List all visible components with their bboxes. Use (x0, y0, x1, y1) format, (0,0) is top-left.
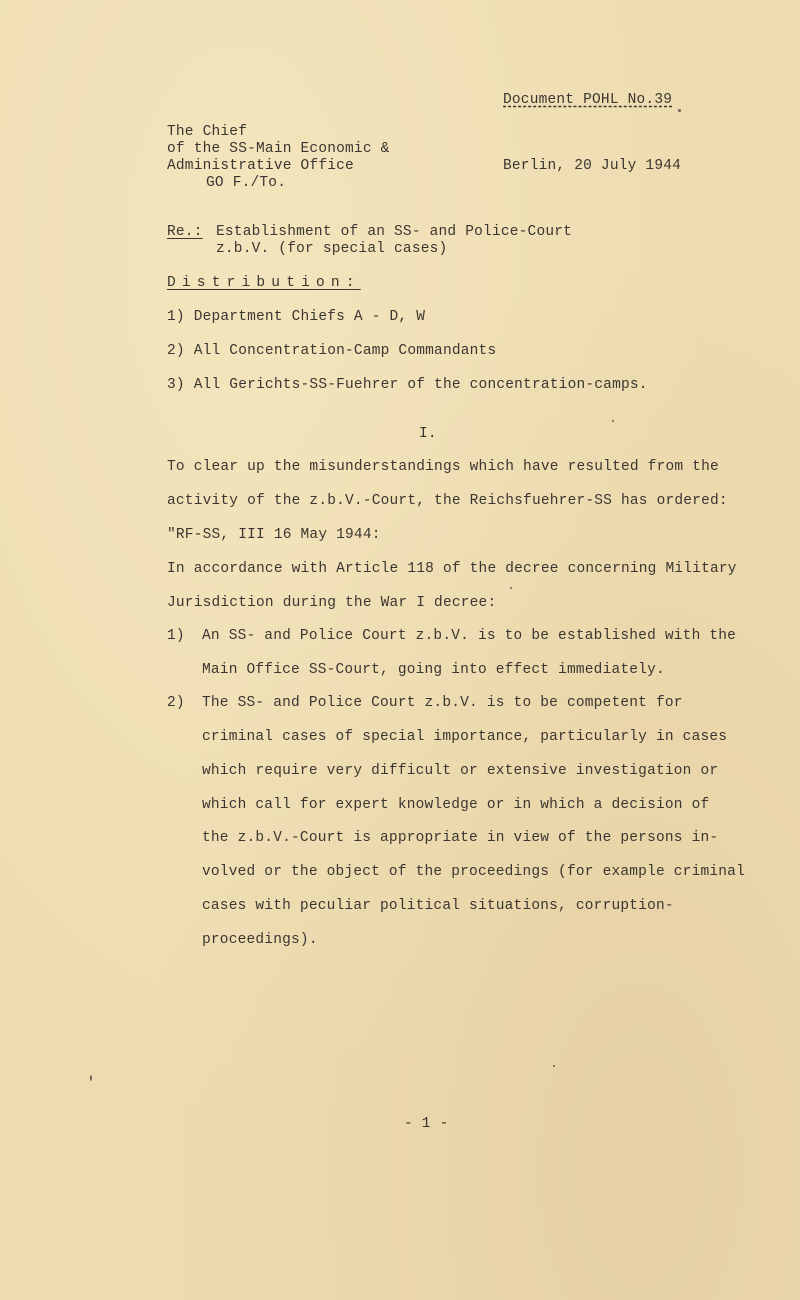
subject-line: Establishment of an SS- and Police-Court (216, 224, 573, 240)
decree-line: The SS- and Police Court z.b.V. is to be competent for (202, 695, 683, 711)
paper-speck (553, 1065, 555, 1067)
decree-line: cases with peculiar political situations, corruption- (202, 898, 674, 914)
body-line: Jurisdiction during the War I decree: (167, 595, 497, 611)
sender-line: The Chief (167, 124, 248, 140)
decree-line: proceedings). (202, 932, 318, 948)
reference-code: GO F./To. (206, 175, 287, 191)
paper-speck (678, 109, 681, 112)
sender-line: of the SS-Main Economic & (167, 141, 390, 157)
sender-line: Administrative Office (167, 158, 354, 174)
decree-line: volved or the object of the proceedings (for example criminal (202, 864, 745, 880)
decree-line: the z.b.V.-Court is appropriate in view of the persons in- (202, 830, 719, 846)
decree-line: An SS- and Police Court z.b.V. is to be established with the (202, 628, 737, 644)
paper-speck (90, 1075, 92, 1081)
body-line: activity of the z.b.V.-Court, the Reichsfuehrer-SS has ordered: (167, 493, 728, 509)
distribution-item: 1) Department Chiefs A - D, W (167, 309, 426, 325)
body-line: To clear up the misunderstandings which have resulted from the (167, 459, 719, 475)
decree-line: which call for expert knowledge or in which a decision of (202, 797, 710, 813)
subject-label: Re.: (167, 224, 203, 240)
decree-line: criminal cases of special importance, particularly in cases (202, 729, 728, 745)
paper-speck (510, 587, 512, 589)
decree-item-number: 1) (167, 628, 185, 644)
distribution-item: 3) All Gerichts-SS-Fuehrer of the concentration-camps. (167, 377, 648, 393)
place-date: Berlin, 20 July 1944 (503, 158, 682, 174)
decree-item-number: 2) (167, 695, 185, 711)
page-number: - 1 - (404, 1116, 449, 1132)
decree-line: which require very difficult or extensive investigation or (202, 763, 719, 779)
body-line: "RF-SS, III 16 May 1944: (167, 527, 381, 543)
section-numeral: I. (419, 426, 437, 442)
subject-line: z.b.V. (for special cases) (216, 241, 448, 257)
paper-speck (612, 420, 614, 422)
body-line: In accordance with Article 118 of the decree concerning Military (167, 561, 737, 577)
document-number: Document POHL No.39 (503, 92, 673, 108)
distribution-item: 2) All Concentration-Camp Commandants (167, 343, 497, 359)
decree-line: Main Office SS-Court, going into effect immediately. (202, 662, 665, 678)
distribution-heading: Distribution: (167, 275, 361, 291)
